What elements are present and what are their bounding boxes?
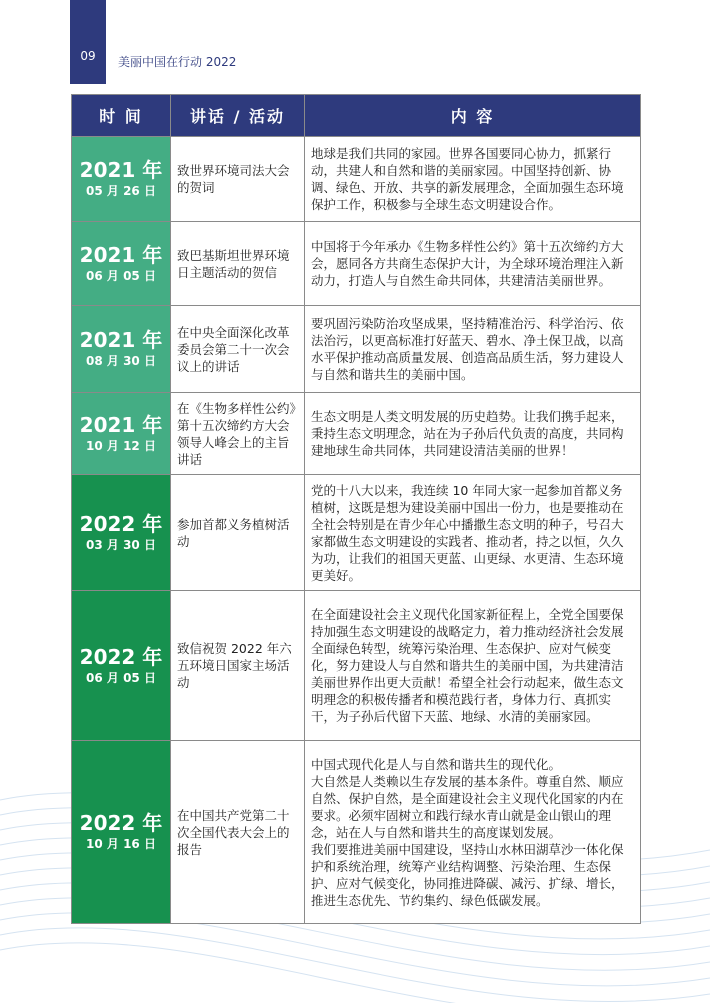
content-cell [305,137,641,222]
date-cell [72,393,171,475]
activity-cell: 致信祝贺 2022 年六五环境日国家主场活动 [171,591,305,741]
year-label: 2021 年 [79,328,163,352]
timeline-table [71,94,641,924]
column-header-time: 时 间 [72,95,171,137]
date-cell [72,741,171,924]
month-day-label: 10 月 16 日 [86,837,156,851]
content-paragraph: 要巩固污染防治攻坚成果，坚持精准治污、科学治污、依法治污，以更高标准打好蓝天、碧水、净土保卫战，以高水平保护推动高质量发展、创造高品质生活，努力建设人与自然和谐共生的美丽中国。 [311,316,624,382]
activity-cell: 在《生物多样性公约》第十五次缔约方大会领导人峰会上的主旨讲话 [171,393,305,475]
activity-cell: 在中国共产党第二十次全国代表大会上的报告 [171,741,305,924]
date-cell [72,222,171,306]
month-day-label: 05 月 26 日 [86,184,156,198]
year-label: 2022 年 [79,811,163,835]
year-label: 2022 年 [79,511,163,536]
date-cell [72,591,171,741]
year-label: 2022 年 [79,644,163,669]
month-day-label: 06 月 05 日 [86,670,156,685]
content-cell [305,741,641,924]
content-paragraph: 生态文明是人类文明发展的历史趋势。让我们携手起来，秉持生态文明理念，站在为子孙后代负责的高度，共同构建地球生命共同体，共同建设清洁美丽的世界！ [311,409,624,458]
page-number: 09 [80,49,96,63]
date-cell [72,137,171,222]
content-cell [305,306,641,393]
activity-cell: 致巴基斯坦世界环境日主题活动的贺信 [171,222,305,306]
month-day-label: 03 月 30 日 [86,537,156,552]
table-row [72,393,641,475]
table-row [72,306,641,393]
column-header-activity: 讲话 / 活动 [171,95,305,137]
content-paragraph: 中国将于今年承办《生物多样性公约》第十五次缔约方大会，愿同各方共商生态保护大计，为全球环境治理注入新动力，打造人与自然生命共同体，共建清洁美丽世界。 [311,239,624,288]
date-cell [72,475,171,591]
content-paragraph: 我们要推进美丽中国建设，坚持山水林田湖草沙一体化保护和系统治理，统筹产业结构调整、污染治理、生态保护、应对气候变化，协同推进降碳、减污、扩绿、增长，推进生态优先、节约集约、绿色低碳发展。 [311,841,624,908]
table-row [72,137,641,222]
table-row [72,591,641,741]
activity-cell: 参加首都义务植树活动 [171,475,305,591]
content-paragraph: 中国式现代化是人与自然和谐共生的现代化。 [311,756,562,772]
year-label: 2021 年 [79,412,163,437]
month-day-label: 08 月 30 日 [86,354,156,368]
table-row [72,475,641,591]
month-day-label: 10 月 12 日 [86,438,156,453]
header-title: 美丽中国在行动 2022 [118,55,237,69]
table-header-row [72,95,641,137]
activity-cell: 在中央全面深化改革委员会第二十一次会议上的讲话 [171,306,305,393]
content-paragraph: 大自然是人类赖以生存发展的基本条件。尊重自然、顺应自然、保护自然，是全面建设社会主义现代化国家的内在要求。必须牢固树立和践行绿水青山就是金山银山的理念，站在人与自然和谐共生的高度谋划发展。 [311,773,624,840]
content-paragraph: 在全面建设社会主义现代化国家新征程上，全党全国要保持加强生态文明建设的战略定力，着力推动经济社会发展全面绿色转型，统筹污染治理、生态保护、应对气候变化，努力建设人与自然和谐共生的美丽中国，为共建清洁美丽世界作出更大贡献！希望全社会行动起来，做生态文明理念的积极传播者和模范践行者，身体力行、真抓实干，为子孙后代留下天蓝、地绿、水清的美丽家园。 [311,607,624,724]
content-cell [305,475,641,591]
date-cell [72,306,171,393]
content-paragraph: 地球是我们共同的家园。世界各国要同心协力，抓紧行动，共建人和自然和谐的美丽家园。中国坚持创新、协调、绿色、开放、共享的新发展理念，全面加强生态环境保护工作，积极参与全球生态文明建设合作。 [311,146,624,212]
header-accent-strip [70,0,106,84]
year-label: 2021 年 [79,158,163,182]
year-label: 2021 年 [79,242,163,267]
content-cell [305,591,641,741]
table-row [72,222,641,306]
content-paragraph: 党的十八大以来，我连续 10 年同大家一起参加首都义务植树，这既是想为建设美丽中国出一份力，也是要推动在全社会特别是在青少年心中播撒生态文明的种子，号召大家都做生态文明建设的实践者、推动者，持之以恒，久久为功，让我们的祖国天更蓝、山更绿、水更清、生态环境更美好。 [311,482,624,583]
table-row [72,741,641,924]
content-cell [305,222,641,306]
content-cell [305,393,641,475]
column-header-content: 内 容 [305,95,641,137]
activity-cell: 致世界环境司法大会的贺词 [171,137,305,222]
month-day-label: 06 月 05 日 [86,268,156,283]
